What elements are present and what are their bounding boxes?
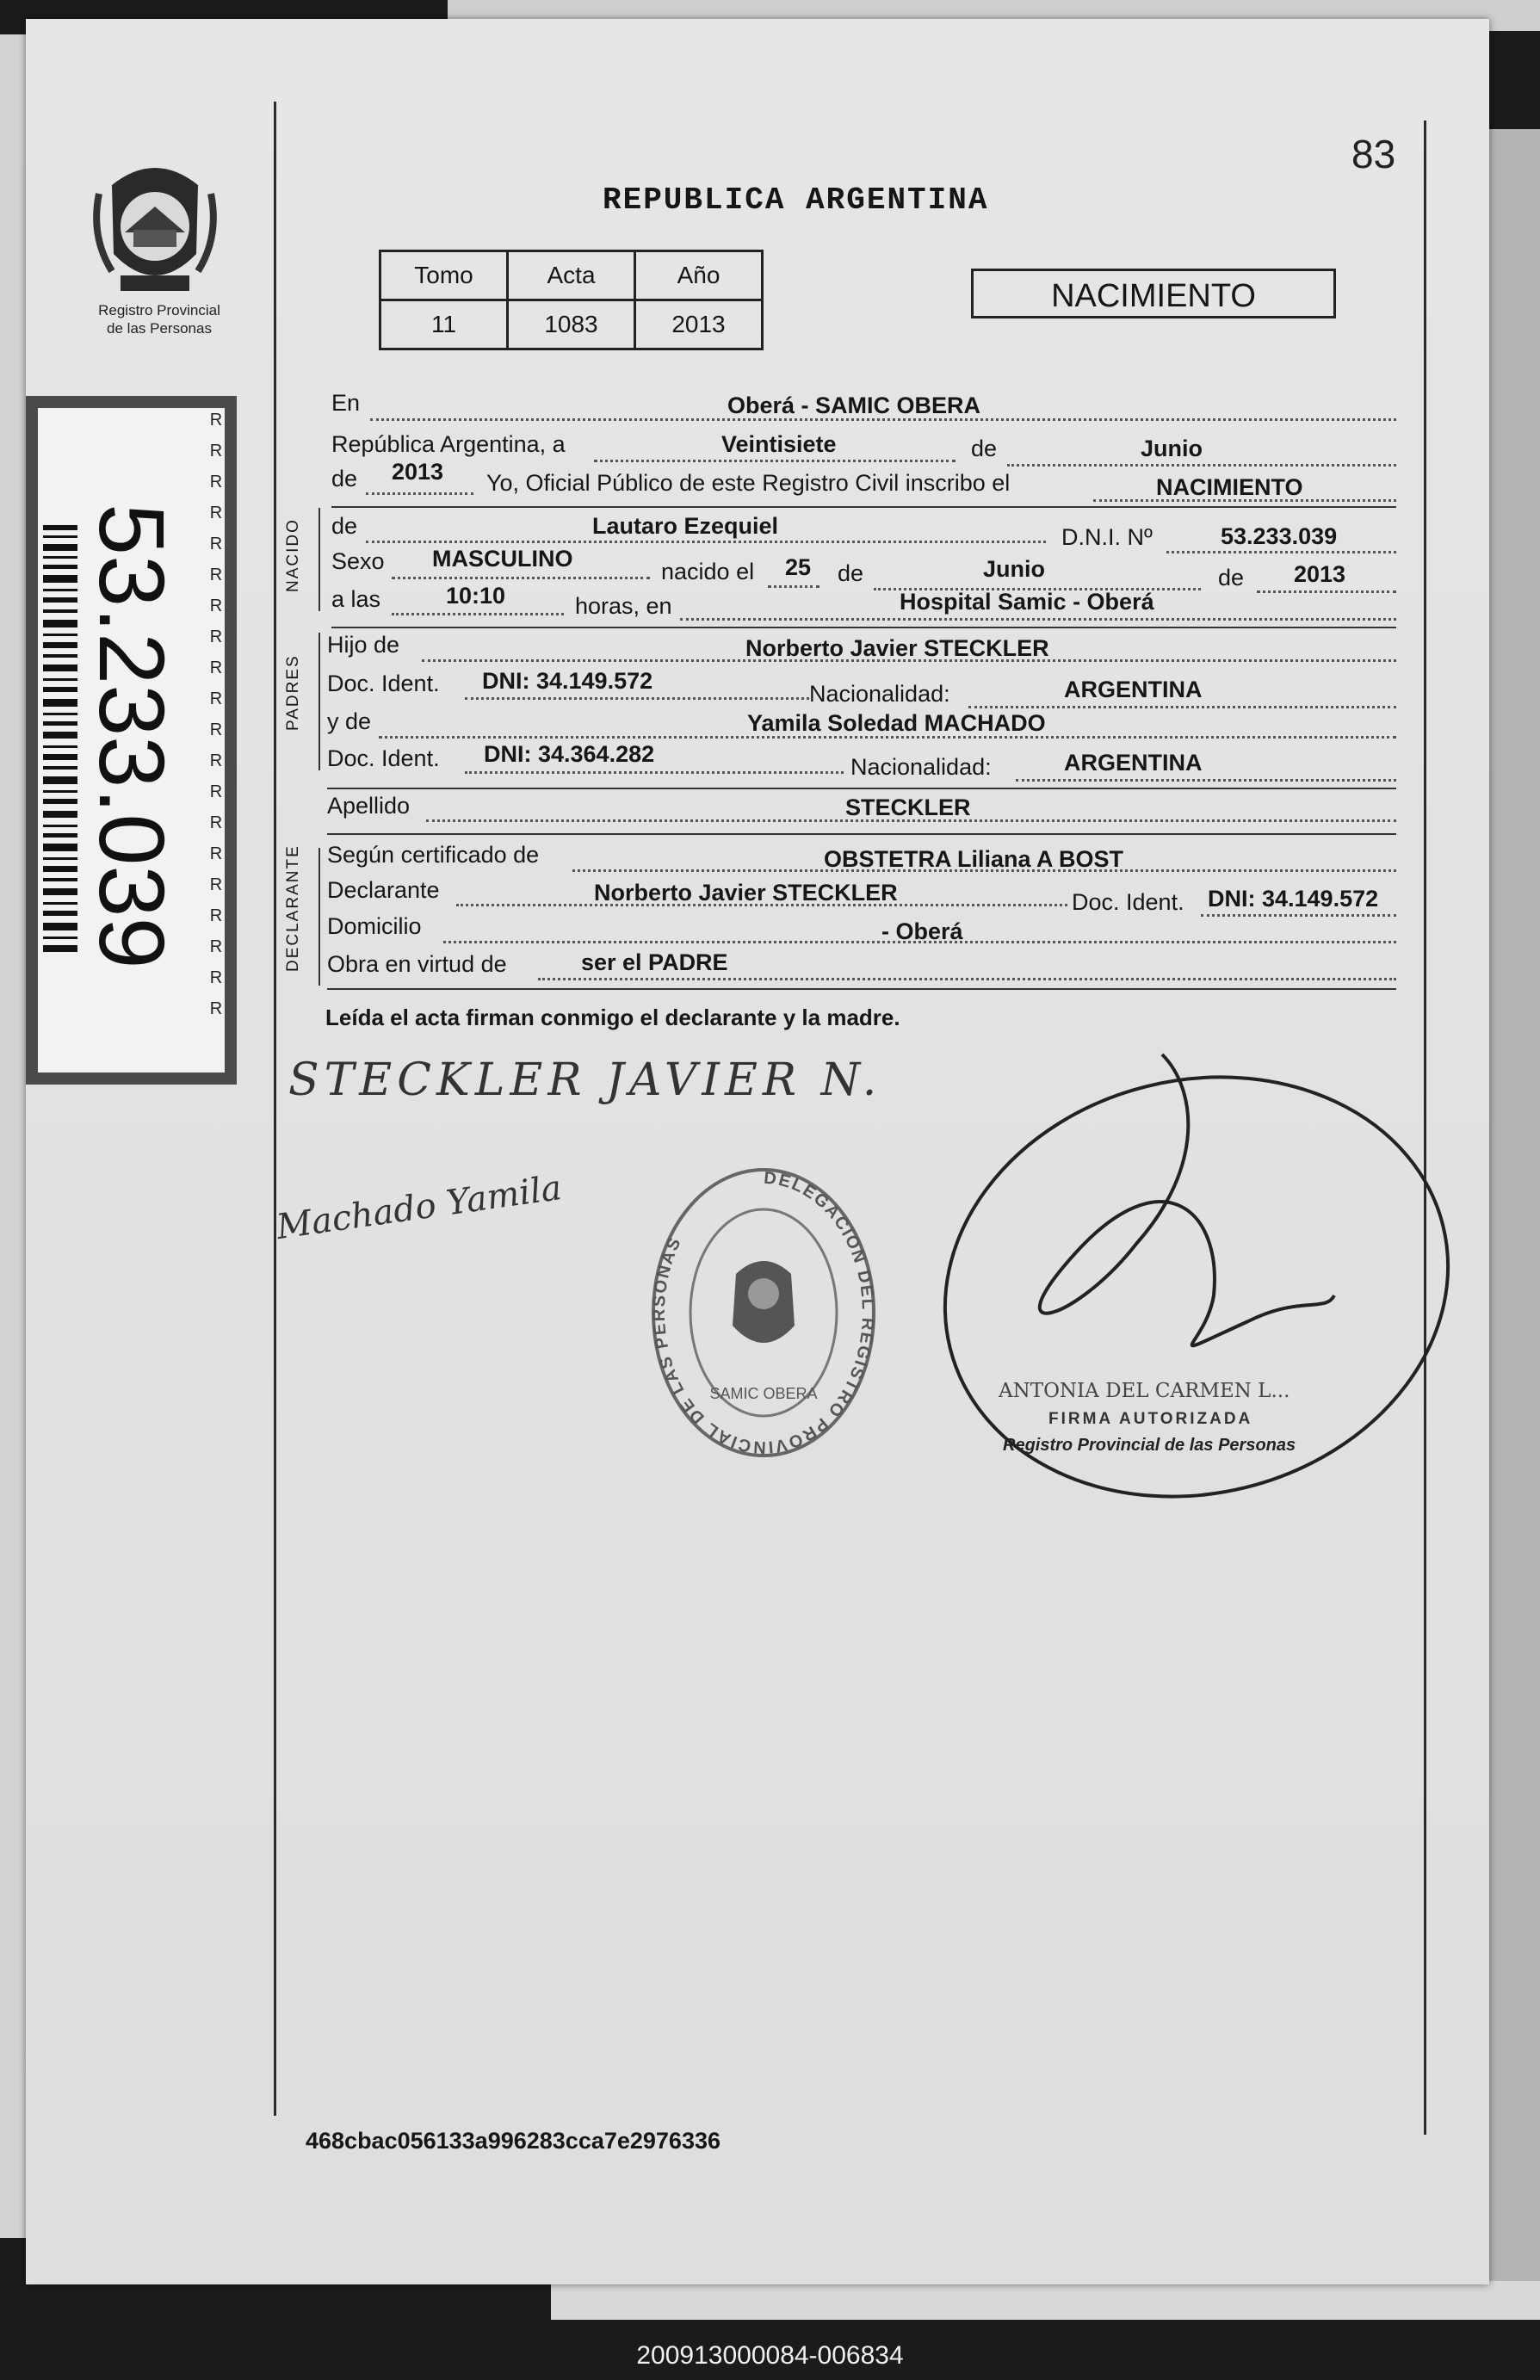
value-acto: NACIMIENTO [1156,474,1303,500]
value-year: 2013 [392,459,444,485]
section-divider [327,788,1396,789]
label-de: de [971,436,998,461]
label-obra: Obra en virtud de [327,951,507,977]
dotted-line [1201,914,1396,917]
dotted-line [680,618,1396,621]
value-declarante-doc: DNI: 34.149.572 [1208,886,1379,912]
dotted-line [1007,464,1396,467]
value-day-words: Veintisiete [721,431,837,457]
section-divider [331,627,1396,628]
value-obra: ser el PADRE [581,949,728,975]
background-sheet-right-edge [1481,129,1540,2281]
page-number: 83 [1351,132,1396,176]
dotted-line [1257,590,1396,593]
value-mother: Yamila Soledad MACHADO [747,710,1046,736]
section-bracket [319,848,320,986]
label-doc-ident: Doc. Ident. [327,745,440,771]
logo-caption [69,301,250,337]
delegation-seal [650,1149,878,1459]
label-dni: D.N.I. Nº [1061,524,1153,550]
logo-caption-line1: Registro Provincial [98,302,220,318]
label-a-las: a las [331,586,381,612]
mother-signature: Machado Yamila [274,1168,565,1247]
value-sexo: MASCULINO [432,546,573,572]
value-acta: 1083 [508,300,635,349]
label-apellido: Apellido [327,793,411,819]
label-en: En [331,390,361,416]
seal-ring-text: DELEGACION DEL REGISTRO PROVINCIAL DE LAS PERSONAS [650,1168,878,1457]
header-acta: Acta [508,251,635,300]
label-doc-ident: Doc. Ident. [327,671,440,696]
value-father-nac: ARGENTINA [1064,677,1203,702]
label-domicilio: Domicilio [327,913,422,939]
dotted-line [768,585,819,588]
section-bracket [319,633,320,770]
dotted-line [465,771,844,774]
left-margin-line [274,102,276,2116]
value-birth-year: 2013 [1294,561,1346,587]
section-label-nacido: NACIDO [284,518,302,592]
barcode-number: 53.233.039 [80,503,184,969]
value-child-name: Lautaro Ezequiel [592,513,779,539]
value-domicilio: - Oberá [881,918,963,944]
logo-caption-line2: de las Personas [107,320,212,337]
dotted-line [1166,551,1396,553]
section-divider [327,833,1396,835]
barcode-icon [43,525,77,955]
official-office: Registro Provincial de las Personas [1003,1436,1296,1455]
section-label-padres: PADRES [284,654,302,732]
section-label-declarante: DECLARANTE [284,844,302,972]
dotted-line [366,492,473,495]
dotted-line [594,460,956,462]
value-mother-nac: ARGENTINA [1064,750,1203,776]
document-hash: 468cbac056133a996283cca7e2976336 [306,2128,721,2154]
dotted-line [392,577,650,579]
official-title: FIRMA AUTORIZADA [1048,1410,1253,1428]
document-type-box: NACIMIENTO [971,269,1336,318]
dotted-line [538,978,1396,980]
label-nacionalidad: Nacionalidad: [809,681,950,707]
label-de: de [331,466,358,491]
background-sheet-bottom [551,2281,1540,2320]
value-place: Oberá - SAMIC OBERA [727,393,981,418]
value-anio: 2013 [635,300,763,349]
section-divider [331,506,1396,508]
declarant-signature: STECKLER JAVIER N. [288,1054,882,1106]
label-sexo: Sexo [331,548,385,574]
label-declarante: Declarante [327,877,440,903]
value-father-doc: DNI: 34.149.572 [482,668,653,694]
label-nacionalidad: Nacionalidad: [850,754,992,780]
header-anio: Año [635,251,763,300]
closing-statement: Leída el acta firman conmigo el declarante y la madre. [325,1005,900,1030]
dotted-line [366,541,1046,543]
section-divider [327,988,1396,990]
label-de: de [331,513,358,539]
header-tomo: Tomo [380,251,508,300]
value-mother-doc: DNI: 34.364.282 [484,741,655,767]
label-de: de [1218,565,1245,590]
value-month: Junio [1141,436,1203,461]
section-bracket [319,508,320,611]
dotted-line [465,697,809,700]
label-y-de: y de [327,708,372,734]
label-horas-en: horas, en [575,593,672,619]
label-certificado: Según certificado de [327,842,540,868]
label-nacido-el: nacido el [661,559,755,584]
image-id-caption: 200913000084-006834 [636,2341,904,2370]
value-declarante: Norberto Javier STECKLER [594,880,898,906]
value-father: Norberto Javier STECKLER [745,635,1049,661]
dotted-line [968,706,1396,708]
value-hora: 10:10 [446,583,506,609]
seal-inner-text: SAMIC OBERA [709,1385,818,1402]
label-republica: República Argentina, a [331,431,566,457]
value-lugar: Hospital Samic - Oberá [900,589,1154,615]
official-name: ANTONIA DEL CARMEN L... [999,1380,1290,1402]
dotted-line [1016,779,1396,782]
label-oficial: Yo, Oficial Público de este Registro Civil inscribo el [486,470,1011,496]
value-birth-month: Junio [983,556,1045,582]
value-birth-day: 25 [785,554,812,580]
barcode-label-pattern: RRRRRRRRRRRRRRRRRRRR [209,411,223,1018]
province-seal-logo [86,151,224,301]
label-hijo-de: Hijo de [327,632,400,658]
country-title: REPUBLICA ARGENTINA [603,182,989,218]
value-apellido: STECKLER [845,794,971,820]
dotted-line [392,613,564,615]
value-cert: OBSTETRA Liliana A BOST [824,846,1124,872]
reference-table [379,250,764,350]
label-de: de [838,560,864,586]
value-dni: 53.233.039 [1221,523,1338,549]
value-tomo: 11 [380,300,508,349]
label-doc-ident: Doc. Ident. [1072,889,1184,915]
